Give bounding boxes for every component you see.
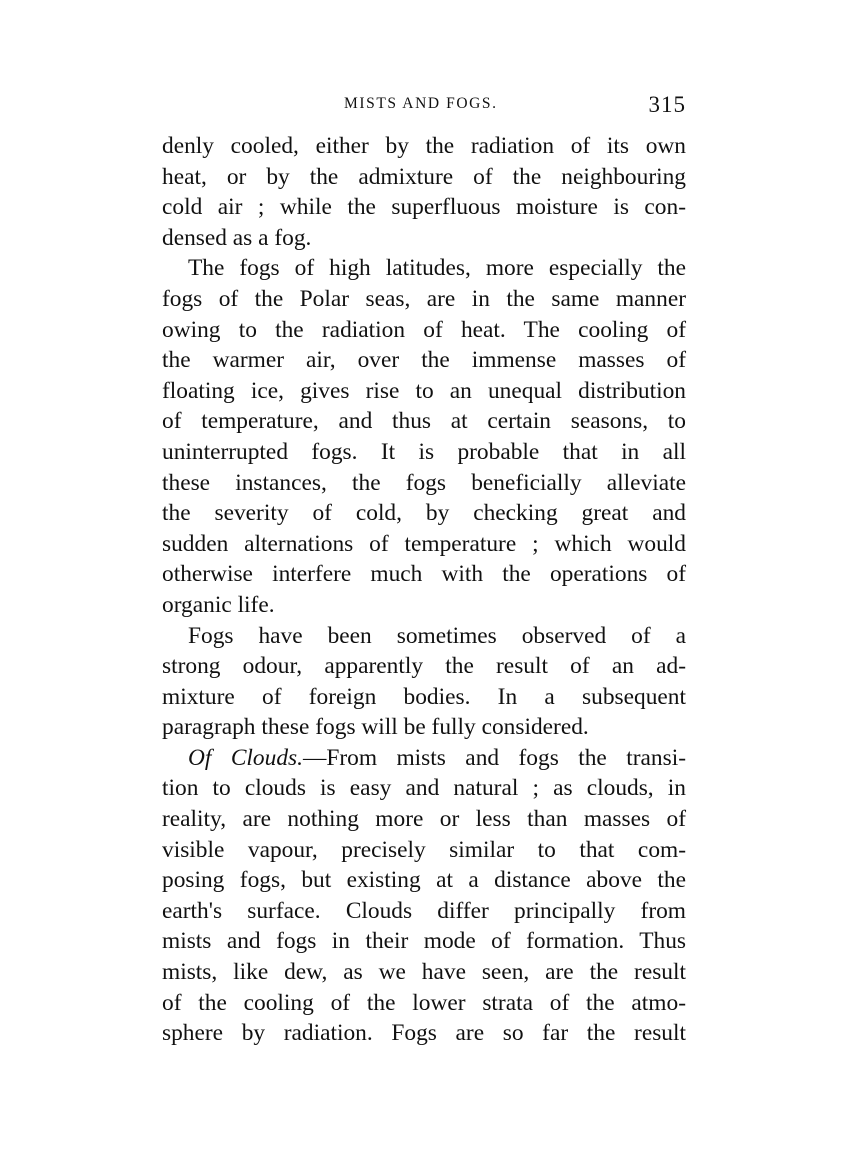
text-line: paragraph these fogs will be fully considered. xyxy=(162,714,589,741)
text-line: mists, like dew, as we have seen, are the result xyxy=(162,959,686,986)
text-line: The fogs of high latitudes, more especially the xyxy=(188,255,686,282)
paragraph-2 xyxy=(162,253,686,620)
text-line: these instances, the fogs beneficially alleviate xyxy=(162,469,686,496)
text-line: visible vapour, precisely similar to that com- xyxy=(162,836,686,863)
text-line-rest: —From mists and fogs the transi- xyxy=(302,744,686,771)
section-heading: Of Clouds. xyxy=(188,744,303,771)
text-line: of temperature, and thus at certain seasons, to xyxy=(162,408,686,435)
text-line xyxy=(162,743,686,774)
paragraph-4 xyxy=(162,743,686,1049)
text-line: densed as a fog. xyxy=(162,224,312,251)
paragraph-3 xyxy=(162,621,686,743)
page-number: 315 xyxy=(648,92,686,117)
paragraph-1 xyxy=(162,131,686,253)
text-line: cold air ; while the superfluous moisture is con- xyxy=(162,194,686,221)
text-line: mixture of foreign bodies. In a subsequent xyxy=(162,683,686,710)
text-line: floating ice, gives rise to an unequal distribution xyxy=(162,377,686,404)
body-text xyxy=(162,131,686,1049)
text-line: owing to the radiation of heat. The cooling of xyxy=(162,316,686,343)
text-line: reality, are nothing more or less than masses of xyxy=(162,806,686,833)
text-line: otherwise interfere much with the operations of xyxy=(162,561,686,588)
text-line: heat, or by the admixture of the neighbouring xyxy=(162,163,686,190)
page-header xyxy=(166,92,686,120)
running-title: MISTS AND FOGS. xyxy=(344,95,498,112)
text-line: denly cooled, either by the radiation of its own xyxy=(162,133,686,159)
text-line: sphere by radiation. Fogs are so far the result xyxy=(162,1020,686,1047)
text-line: organic life. xyxy=(162,591,275,618)
text-line: sudden alternations of temperature ; which would xyxy=(162,530,686,557)
text-line: uninterrupted fogs. It is probable that in all xyxy=(162,438,686,465)
text-line: the severity of cold, by checking great and xyxy=(162,500,686,527)
text-line: fogs of the Polar seas, are in the same manner xyxy=(162,285,686,312)
text-line: of the cooling of the lower strata of the atmo- xyxy=(162,989,686,1016)
text-line: mists and fogs in their mode of formation. Thus xyxy=(162,928,686,955)
text-line: Fogs have been sometimes observed of a xyxy=(188,622,686,649)
text-line: posing fogs, but existing at a distance above the xyxy=(162,867,686,894)
text-line: tion to clouds is easy and natural ; as clouds, in xyxy=(162,775,686,802)
text-line: the warmer air, over the immense masses of xyxy=(162,347,686,374)
text-line: earth's surface. Clouds differ principally from xyxy=(162,897,686,924)
text-line: strong odour, apparently the result of an ad- xyxy=(162,653,686,680)
